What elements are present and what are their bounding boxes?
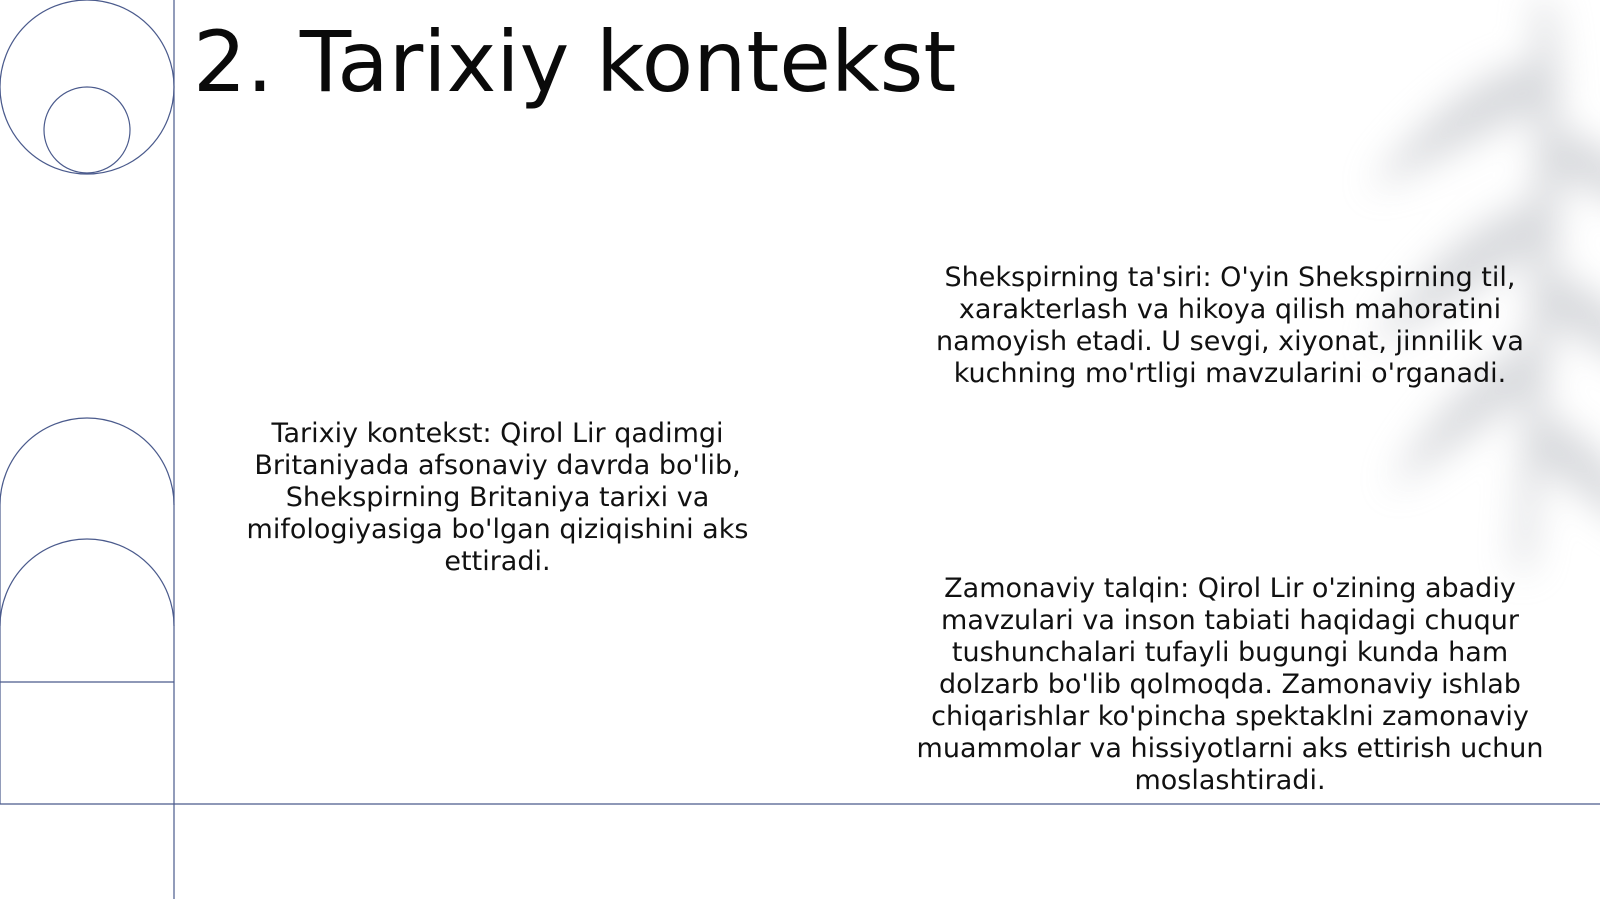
modern-interpretation-paragraph: Zamonaviy talqin: Qirol Lir o'zining abadiy mavzulari va inson tabiati haqidagi chuqur tushunchalari tufayli bugungi kunda ham dolzarb bo'lib qolmoqda. Zamonaviy ishlab chiqarishlar ko'pincha spektaklni zamonaviy muammolar va hissiyotlarni aks ettirish uchun moslashtiradi. bbox=[916, 573, 1544, 796]
shakespeare-influence-paragraph: Shekspirning ta'siri: O'yin Shekspirning til, xarakterlash va hikoya qilish mahoratini namoyish etadi. U sevgi, xiyonat, jinnilik va kuchning mo'rtligi mavzularini o'rganadi. bbox=[936, 262, 1524, 389]
slide-title: 2. Tarixiy kontekst bbox=[193, 13, 957, 111]
historical-context-paragraph: Tarixiy kontekst: Qirol Lir qadimgi Britaniyada afsonaviy davrda bo'lib, Shekspirning Britaniya tarixi va mifologiyasiga bo'lgan qiziqishini aks ettiradi. bbox=[246, 418, 749, 577]
